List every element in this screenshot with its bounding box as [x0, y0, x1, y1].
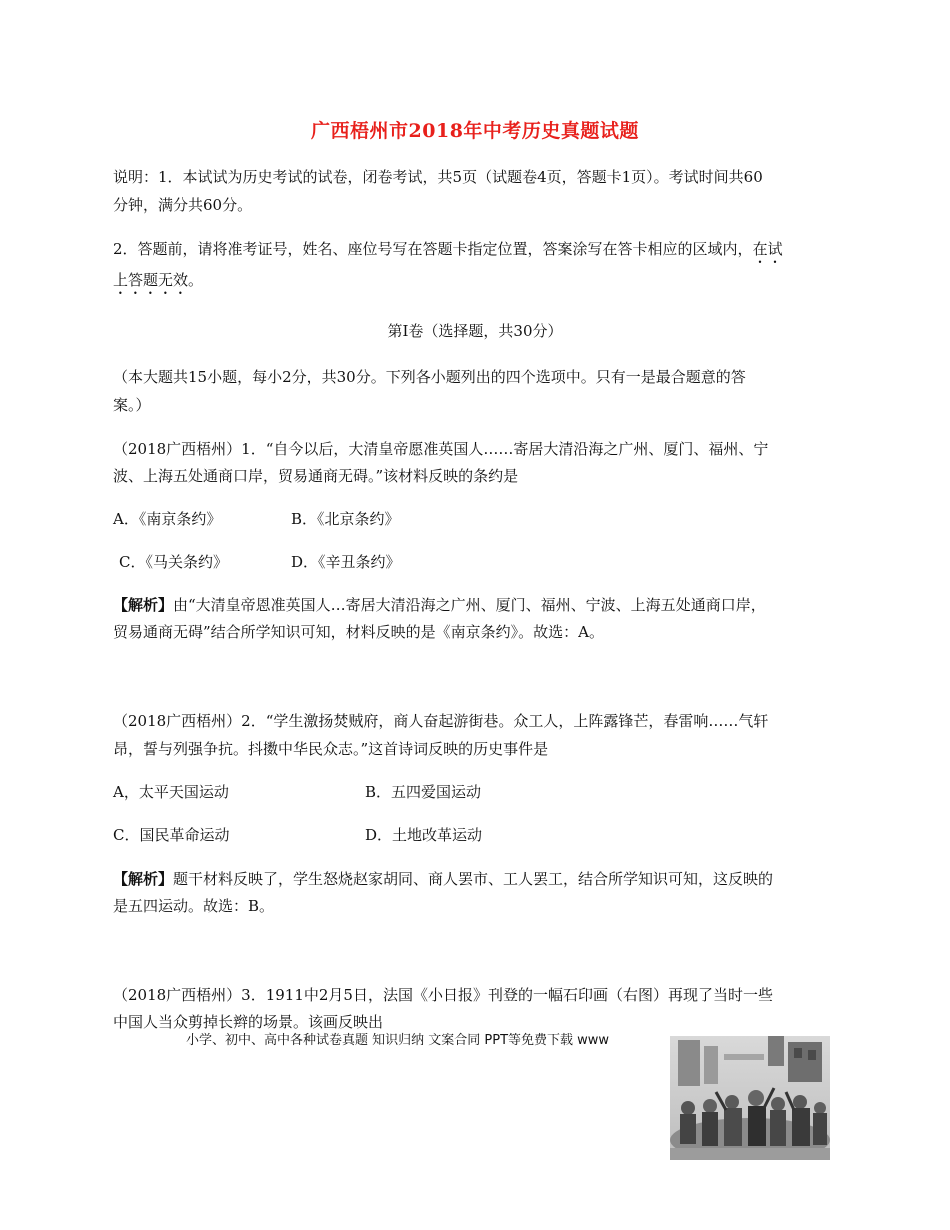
- instructions-line-2: 案。）: [113, 396, 151, 414]
- instructions-line-1: （本大题共15小题，每小2分，共30分。下列各小题列出的四个选项中。只有一是最合题意的答: [113, 368, 746, 386]
- q1-stem-line-2: 波、上海五处通商口岸，贸易通商无碍。”该材料反映的条约是: [113, 467, 519, 485]
- note-2-emphasis-end: 上答题无效: [113, 271, 189, 289]
- q2-analysis-label: 【解析】: [113, 870, 174, 888]
- q2-stem-line-2: 昂，誓与列强争抗。抖擞中华民众志。”这首诗词反映的历史事件是: [113, 740, 549, 758]
- q2-option-d: D．土地改革运动: [365, 826, 483, 844]
- q1-option-b: B．《北京条约》: [291, 510, 400, 528]
- q1-option-c: C．《马关条约》: [119, 553, 228, 571]
- page-title: 广西梧州市2018年中考历史真题试题: [311, 120, 639, 142]
- q2-stem-line-1: （2018广西梧州）2．“学生激扬焚贼府，商人奋起游街巷。众工人，上阵露锋芒，春雷响……气轩: [113, 712, 769, 730]
- q2-option-c: C．国民革命运动: [113, 826, 230, 844]
- q1-analysis-text: 由“大清皇帝恩准英国人…寄居大清沿海之广州、厦门、福州、宁波、上海五处通商口岸，: [173, 596, 766, 614]
- q1-option-a: A．《南京条约》: [113, 510, 222, 528]
- q2-option-a: A，太平天国运动: [113, 783, 229, 801]
- q3-stem-line-2: 中国人当众剪掉长辫的场景。该画反映出: [113, 1013, 384, 1031]
- section-title: 第Ⅰ卷（选择题，共30分）: [387, 322, 563, 340]
- lithograph-picture: [670, 1036, 830, 1160]
- q2-analysis-line-2: 是五四运动。故选：B。: [113, 897, 275, 915]
- note-2-line-2: [113, 269, 843, 298]
- q1-analysis-line-1: [113, 594, 843, 615]
- q2-analysis-line-1: [113, 868, 843, 889]
- q3-stem-line-1: （2018广西梧州）3．1911中2月5日，法国《小日报》刊登的一幅石印画（右图）再现了当时一些: [113, 986, 773, 1004]
- q1-analysis-label: 【解析】: [113, 596, 174, 614]
- q2-analysis-text: 题干材料反映了，学生怒烧赵家胡同、商人罢市、工人罢工，结合所学知识可知，这反映的: [173, 870, 774, 888]
- note-2-line-1: [113, 238, 843, 267]
- note-1-line-2: 分钟，满分共60分。: [113, 196, 253, 214]
- q2-option-b: B．五四爱国运动: [365, 783, 482, 801]
- note-2-emphasis-start: 在试: [752, 240, 783, 258]
- note-2-period: 。: [188, 271, 204, 289]
- q1-option-d: D．《辛丑条约》: [291, 553, 401, 571]
- note-1-line-1: 说明：1．本试试为历史考试的试卷，闭卷考试，共5页（试题卷4页，答题卡1页）。考试时间共60: [113, 168, 763, 186]
- footer-watermark: 小学、初中、高中各种试卷真题 知识归纳 文案合同 PPT等免费下载 www: [186, 1033, 610, 1048]
- note-2-text: 2．答题前，请将准考证号，姓名、座位号写在答题卡指定位置，答案涂写在答卡相应的区域内，: [113, 240, 753, 258]
- q1-stem-line-1: （2018广西梧州）1．“自今以后，大清皇帝愿准英国人……寄居大清沿海之广州、厦门、福州、宁: [113, 440, 769, 458]
- q1-analysis-line-2: 贸易通商无碍”结合所学知识可知，材料反映的是《南京条约》。故选：A。: [113, 623, 605, 641]
